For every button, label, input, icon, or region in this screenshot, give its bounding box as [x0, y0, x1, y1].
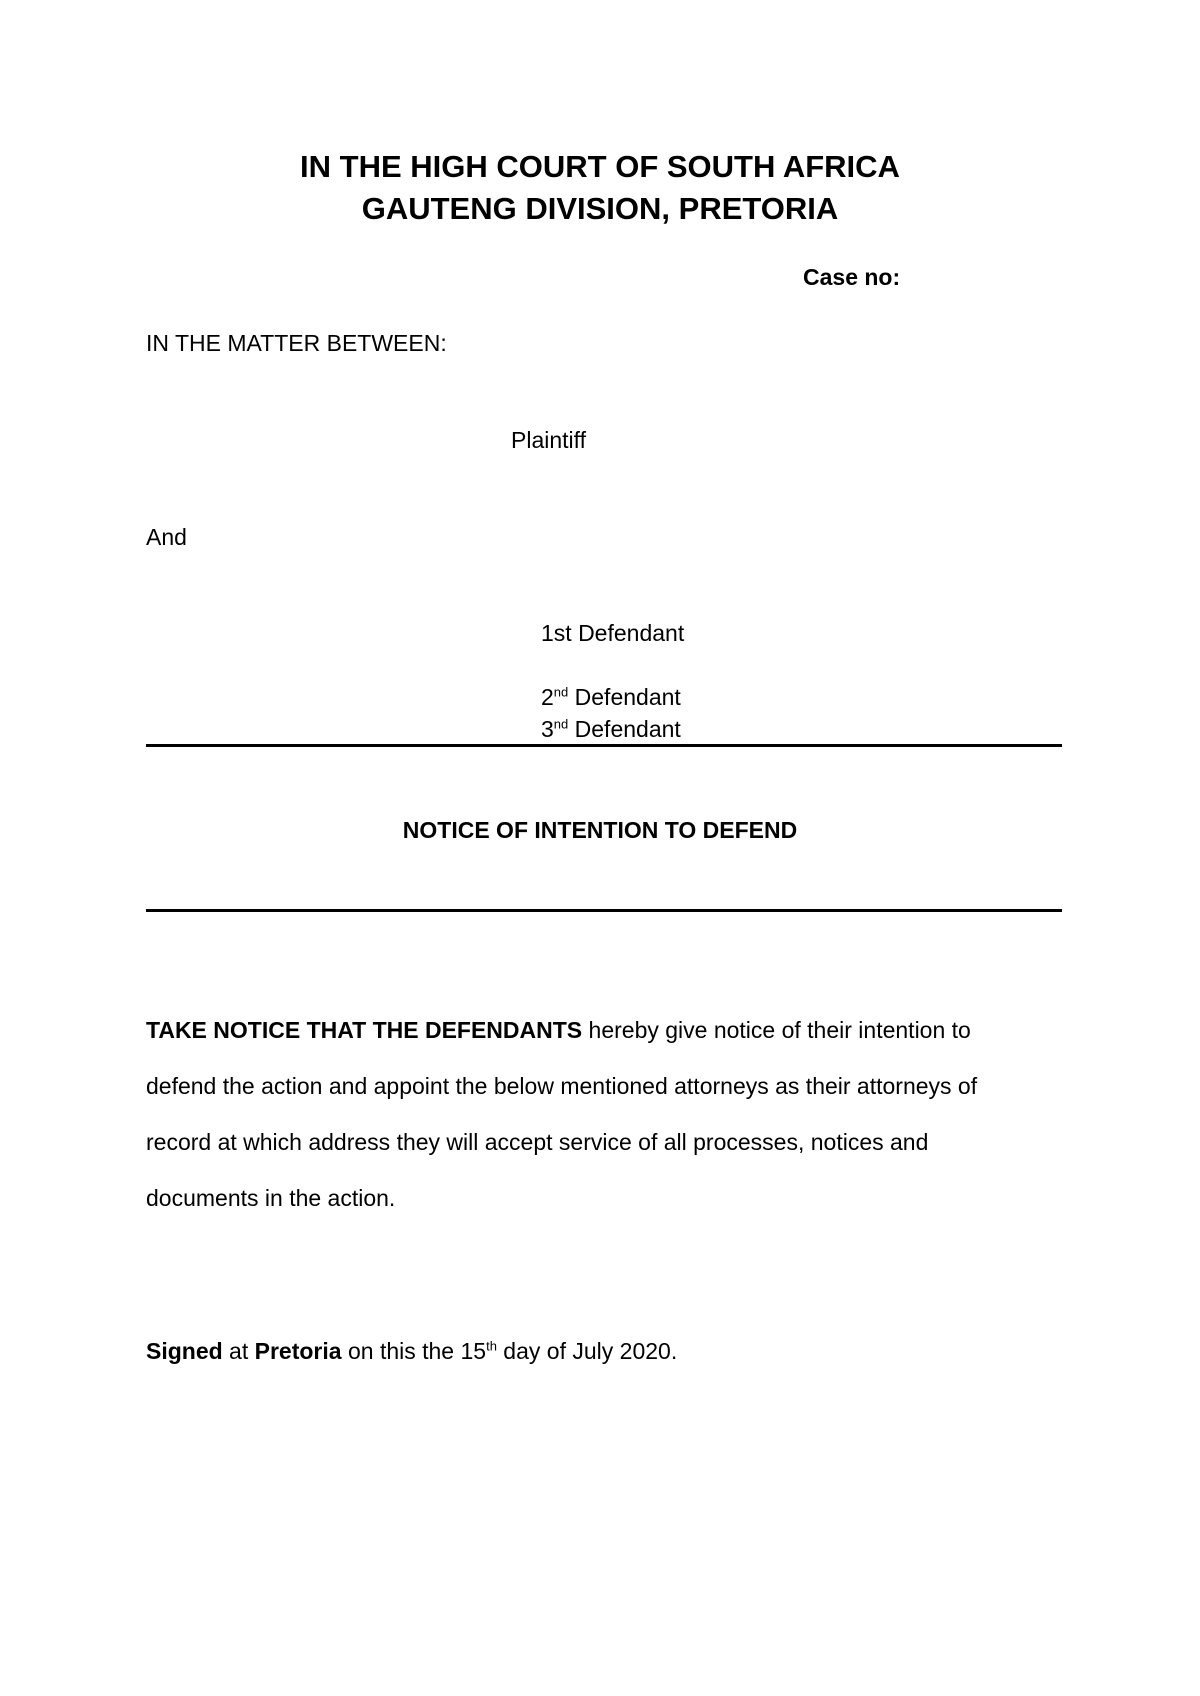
third-defendant-text: Defendant — [568, 716, 681, 742]
notice-heading: NOTICE OF INTENTION TO DEFEND — [402, 817, 798, 843]
notice-paragraph-line-3: record at which address they will accept service of all processes, notices and — [146, 1129, 929, 1155]
notice-paragraph-line-2: defend the action and appoint the below mentioned attorneys as their attorneys of — [146, 1073, 978, 1099]
case-number-label: Case no: — [803, 264, 901, 290]
third-defendant-number: 3 — [541, 716, 554, 742]
top-divider-rule — [146, 744, 1062, 747]
notice-paragraph-line-4: documents in the action. — [146, 1185, 396, 1211]
court-title-line-1: IN THE HIGH COURT OF SOUTH AFRICA — [300, 149, 900, 184]
signed-before-day: on this the 15 — [341, 1338, 487, 1364]
signed-day-ordinal: th — [486, 1338, 497, 1354]
signed-after-day: day of July 2020. — [496, 1338, 678, 1364]
matter-between-heading: IN THE MATTER BETWEEN: — [146, 330, 447, 356]
second-defendant-label — [541, 684, 681, 711]
notice-paragraph — [146, 1002, 1076, 1226]
signed-at: at — [222, 1338, 255, 1364]
second-defendant-text: Defendant — [568, 684, 681, 710]
bottom-divider-rule — [146, 909, 1062, 912]
second-defendant-ordinal: nd — [553, 684, 569, 700]
notice-paragraph-line-1 — [146, 1002, 1076, 1058]
signed-place: Pretoria — [254, 1338, 342, 1364]
third-defendant-label — [541, 716, 681, 743]
and-label: And — [146, 524, 187, 550]
second-defendant-number: 2 — [541, 684, 554, 710]
plaintiff-label: Plaintiff — [511, 427, 587, 453]
notice-paragraph-bold-lead: TAKE NOTICE THAT THE DEFENDANTS — [146, 1017, 583, 1043]
signed-line — [146, 1323, 1076, 1379]
third-defendant-ordinal: nd — [553, 716, 569, 732]
signed-word: Signed — [146, 1338, 223, 1364]
notice-paragraph-line-1-rest: hereby give notice of their intention to — [582, 1017, 971, 1043]
court-title-line-2: GAUTENG DIVISION, PRETORIA — [361, 191, 839, 226]
first-defendant-label: 1st Defendant — [541, 620, 685, 646]
